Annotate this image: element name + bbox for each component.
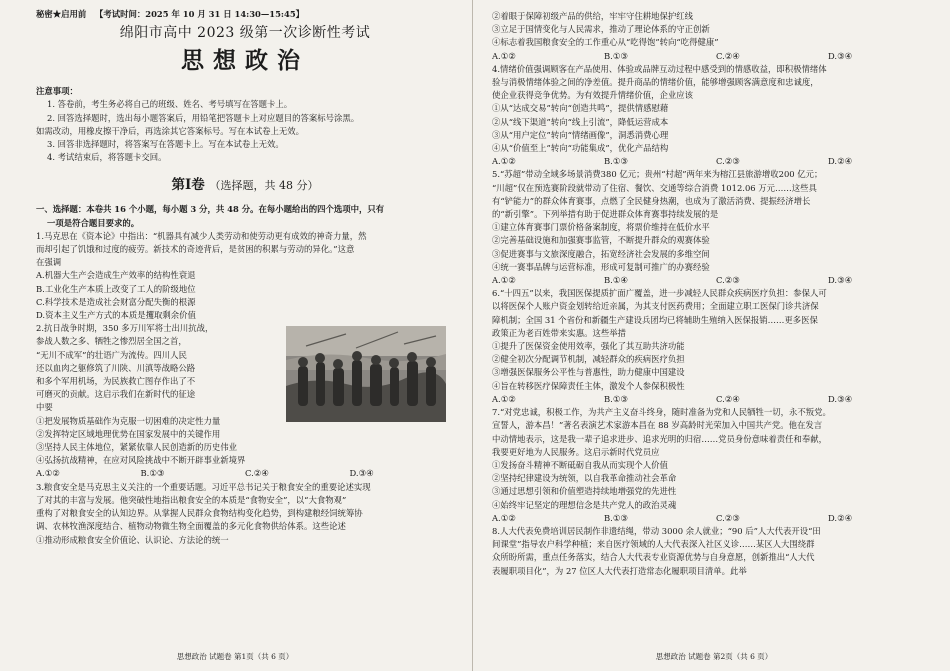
q3-statement: ②着眼于保障初级产品的供给，牢牢守住耕地保护红线 (492, 11, 693, 21)
q4-statement: ③从“用户定位”转向“情绪画像”，洞悉消费心理 (492, 129, 669, 140)
q6-stem: 障机制；全国 31 个省份和新疆生产建设兵团均已将辅助生殖纳入医保报销……更多医保 (492, 314, 818, 325)
notes-title: 注意事项： (36, 86, 78, 97)
q4-stem: 4.情绪价值强调顾客在产品使用、体验或品牌互动过程中感受到的情感收益，即积极情绪体 (492, 63, 827, 74)
q3-option-b: B.①③ (604, 50, 628, 61)
q2-stem: 可磨灭的贡献。这启示我们在新时代的征途 (36, 389, 196, 400)
q4-options (492, 155, 940, 168)
q2-stem: 和多个军用机场，为民族救亡图存作出了不 (36, 376, 196, 387)
q5-statement: ①建立体育赛事门票价格备案制度，将票价维持在低价水平 (492, 222, 710, 233)
section-name: 第Ⅰ卷 (171, 177, 205, 194)
page-2 (478, 0, 950, 671)
q6-option-b: B.①③ (604, 393, 628, 404)
q8-stem: 表履职项目化”，为 27 位区人大代表打造常态化履职项目清单。此举 (492, 565, 747, 576)
q6-statement: ③增强医保服务公平性与普惠性，助力健康中国建设 (492, 367, 685, 378)
q1-option-c: C.科学技术是造成社会财富分配失衡的根源 (36, 296, 196, 307)
q2-stem: 2.抗日战争时期，350 多万川军将士出川抗战， (36, 323, 214, 334)
q6-stem: 6.“十四五”以来，我国医保提质扩面广覆盖，进一步减轻人民群众疾病医疗负担：参保人可 (492, 288, 827, 299)
q1-stem: 而却引起了饥饿和过度的疲劳。新技术的奇迹背后，是贫困的积累与劳动的异化。”这意 (36, 244, 355, 255)
q8-stem: 众所盼所需，重点任务落实，结合人大代表专业资源优势与自身意愿，创新推出“人大代 (492, 552, 815, 563)
q2-option-b: B.①③ (140, 468, 165, 479)
q5-statement: ③促进赛事与文旅深度融合，拓宽经济社会发展的多维空间 (492, 248, 710, 259)
q2-statement: ④弘扬抗战精神，在应对风险挑战中不断开辟事业新境界 (36, 455, 246, 466)
q2-options (36, 467, 454, 480)
exam-time: 【考试时间：2025 年 10 月 31 日 14:30—15:45】 (95, 9, 305, 19)
exam-title: 绵阳市高中 2023 级第一次诊断性考试 (119, 25, 371, 42)
q2-statement: ③坚持人民主体地位，紧紧依靠人民创造新的历史伟业 (36, 442, 237, 453)
instructions-line: 一、选择题：本卷共 16 个小题，每小题 3 分，共 48 分。在每小题给出的四个选项中，只有 (36, 204, 385, 215)
q5-stem: 5.“苏超”带动全域多场景消费380 亿元；贵州“村超”两年来为榕江县旅游增收200 亿元； (492, 169, 823, 180)
q7-stem: 中动情地表示，这是我一辈子追求进步、追求光明的归宿……党员身份意味着责任和奉献， (492, 433, 827, 444)
page-1 (0, 0, 470, 671)
q5-option-d: D.③④ (828, 275, 853, 286)
q6-stem: 以将医保个人账户资金划转给近亲属，为其支付医药费用；全面建立职工医保门诊共济保 (492, 301, 819, 312)
q7-stem: 我要更好地为人民服务。这启示新时代党员应 (492, 446, 660, 457)
note-item: 4. 考试结束后，将答题卡交回。 (47, 152, 167, 163)
war-painting-image (286, 326, 446, 422)
note-item: 2. 回答选择题时，选出每小题答案后，用铅笔把答题卡上对应题目的答案标号涂黑。 (47, 112, 360, 123)
q4-option-d: D.②④ (828, 156, 853, 167)
q3-stem: 调、农林牧渔深度结合、植物动物微生物全面覆盖的多元化食物供给体系。这些论述 (36, 521, 346, 532)
q4-statement: ④从“价值至上”转向“功能集成”，优化产品结构 (492, 143, 669, 154)
q2-stem: 还以血肉之躯修筑了川陕、川滇等战略公路 (36, 362, 196, 373)
q2-stem: 中要 (36, 402, 53, 413)
q3-statement: ④标志着我国粮食安全的工作重心从“吃得饱”转向“吃得健康” (492, 37, 719, 48)
note-item: 3. 回答非选择题时，将答案写在答题卡上。写在本试卷上无效。 (47, 139, 284, 150)
q8-stem: 间课堂”指导农户科学种植；来自医疗领域的人大代表深入社区义诊……某区人大围绕群 (492, 539, 815, 550)
q6-statement: ②健全初次分配调节机制，减轻群众的疾病医疗负担 (492, 354, 685, 365)
q6-option-a: A.①② (492, 393, 516, 404)
secret-label: 秘密★启用前 (36, 9, 87, 19)
q7-option-c: C.②③ (716, 512, 740, 523)
q2-stem-block (36, 322, 281, 414)
q1-option-b: B.工业化生产本质上改变了工人的阶级地位 (36, 283, 196, 294)
painting-illustration (286, 326, 446, 422)
q5-stem: 的“新引擎”。下列举措有助于促进群众体育赛事持续发展的是 (492, 209, 719, 220)
q5-options (492, 274, 940, 287)
q2-statement: ①把发展物质基础作为克服一切困难的决定性力量 (36, 415, 221, 426)
q7-stem: 7.“对党忠诚，积极工作，为共产主义奋斗终身，随时准备为党和人民牺牲一切，永不叛党。 (492, 407, 831, 418)
q3-stem: 3.粮食安全是马克思主义关注的一个重要话题。习近平总书记关于粮食安全的重要论述实现 (36, 481, 371, 492)
q7-statement: ②坚持纪律建设为统领，以自我革命推动社会革命 (492, 473, 677, 484)
q5-option-b: B.①④ (604, 275, 628, 286)
q7-statement: ①发扬奋斗精神不断砥砺自我从而实现个人价值 (492, 459, 668, 470)
q1-option-d: D.资本主义生产方式的本质是攫取剩余价值 (36, 310, 196, 321)
page-header (36, 8, 454, 21)
q5-statement: ②完善基础设施和加强赛事监管，不断提升群众的观赛体验 (492, 235, 710, 246)
q4-stem: 验与消极情绪体验之间的净差值。提升商品的情绪价值，能够增强顾客满意度和忠诚度， (492, 77, 819, 88)
q5-option-a: A.①② (492, 275, 516, 286)
q4-option-c: C.②③ (716, 156, 740, 167)
q7-statement: ④始终牢记坚定的理想信念是共产党人的政治灵魂 (492, 499, 677, 510)
q5-statement: ④统一赛事品牌与运营标准，形成可复制可推广的办赛经验 (492, 261, 710, 272)
q4-statement: ②从“线下渠道”转向“线上引流”，降低运营成本 (492, 116, 669, 127)
q3-stem: 了对其的丰富与发展。他突破性地指出粮食安全的本质是“食物安全”，以“大食物观” (36, 494, 347, 505)
q3-stem: 重构了对粮食安全的认知边界。从掌握人民群众食物结构变化趋势，到构建粮经饲统筹协 (36, 508, 363, 519)
q4-option-a: A.①② (492, 156, 516, 167)
q7-option-b: B.①③ (604, 512, 628, 523)
page-divider (472, 0, 473, 671)
note-item: 1. 答卷前，考生务必将自己的班级、姓名、考号填写在答题卡上。 (47, 99, 293, 110)
q3-options (492, 50, 940, 63)
q3-option-c: C.②④ (716, 50, 740, 61)
q1-stem: 1.马克思在《资本论》中指出：“机器具有减少人类劳动和使劳动更有成效的神奇力量，然 (36, 230, 367, 241)
q5-stem: 有“铲能力”的群众体育赛事，点燃了全民健身热潮，也成为了激活消费、提振经济增长 (492, 195, 811, 206)
q8-stem: 8.人大代表免费培训居民制作非遗结绳，带动 3000 余人就业；“90 后”人大代表开设“田 (492, 525, 821, 536)
note-item: 如需改动，用橡皮擦干净后，再选涂其它答案标号。写在本试卷上无效。 (36, 125, 304, 136)
q6-statement: ④旨在转移医疗保障责任主体，激发个人参保积极性 (492, 380, 685, 391)
q6-stem: 政策正为老百姓带来实惠。这些举措 (492, 327, 626, 338)
q3-option-a: A.①② (492, 50, 516, 61)
page-1-footer: 思想政治 试题卷 第1页（共 6 页） (176, 652, 294, 661)
subject-title: 思想政治 (181, 47, 309, 75)
q2-option-c: C.②④ (245, 468, 269, 479)
q1-option-a: A.机器大生产会造成生产效率的结构性衰退 (36, 270, 196, 281)
q2-stem: “无川不成军”的壮语广为流传。四川人民 (36, 349, 187, 360)
q4-statement: ①从“达成交易”转向“创造共鸣”，提供情感慰藉 (492, 103, 669, 114)
q2-option-d: D.③④ (349, 468, 374, 479)
q4-option-b: B.①③ (604, 156, 628, 167)
q3-statement: ①推动形成粮食安全价值论、认识论、方法论的统一 (36, 534, 229, 545)
q4-stem: 使企业获得竞争优势。为有效提升情绪价值，企业应该 (492, 90, 693, 101)
instructions-line: 一项是符合题目要求的。 (47, 217, 140, 228)
q3-option-d: D.③④ (828, 50, 853, 61)
q1-stem: 在强调 (36, 257, 62, 268)
q6-option-c: C.②④ (716, 393, 740, 404)
q6-statement: ①提升了医保资金使用效率，强化了其互助共济功能 (492, 341, 685, 352)
q7-stem: 宣誓人，游本昌！”著名表演艺术家游本昌在 88 岁高龄时光荣加入中国共产党。他在发言 (492, 420, 823, 431)
q3-statement: ③立足于国情变化与人民需求，推动了理论体系的守正创新 (492, 24, 710, 35)
q7-statement: ③通过思想引领和价值塑造持续地增强党的先进性 (492, 486, 677, 497)
section-sub: （选择题，共 48 分） (209, 179, 319, 193)
q6-option-d: D.③④ (828, 393, 853, 404)
q7-options (492, 512, 940, 525)
q7-option-d: D.②④ (828, 512, 853, 523)
q2-stem: 参战人数之多、牺牲之惨烈居全国之首， (36, 336, 187, 347)
q7-option-a: A.①② (492, 512, 516, 523)
q5-stem: “川超”仅在预选赛阶段就带动了住宿、餐饮、交通等综合消费 1012.06 万元……这些具 (492, 182, 817, 193)
page-2-footer: 思想政治 试题卷 第2页（共 6 页） (655, 652, 773, 661)
section-title (36, 174, 454, 197)
q2-option-a: A.①② (36, 468, 60, 479)
q5-option-c: C.②③ (716, 275, 740, 286)
q6-options (492, 393, 940, 406)
q2-statement: ②发挥特定区域地理优势在国家发展中的关键作用 (36, 428, 221, 439)
